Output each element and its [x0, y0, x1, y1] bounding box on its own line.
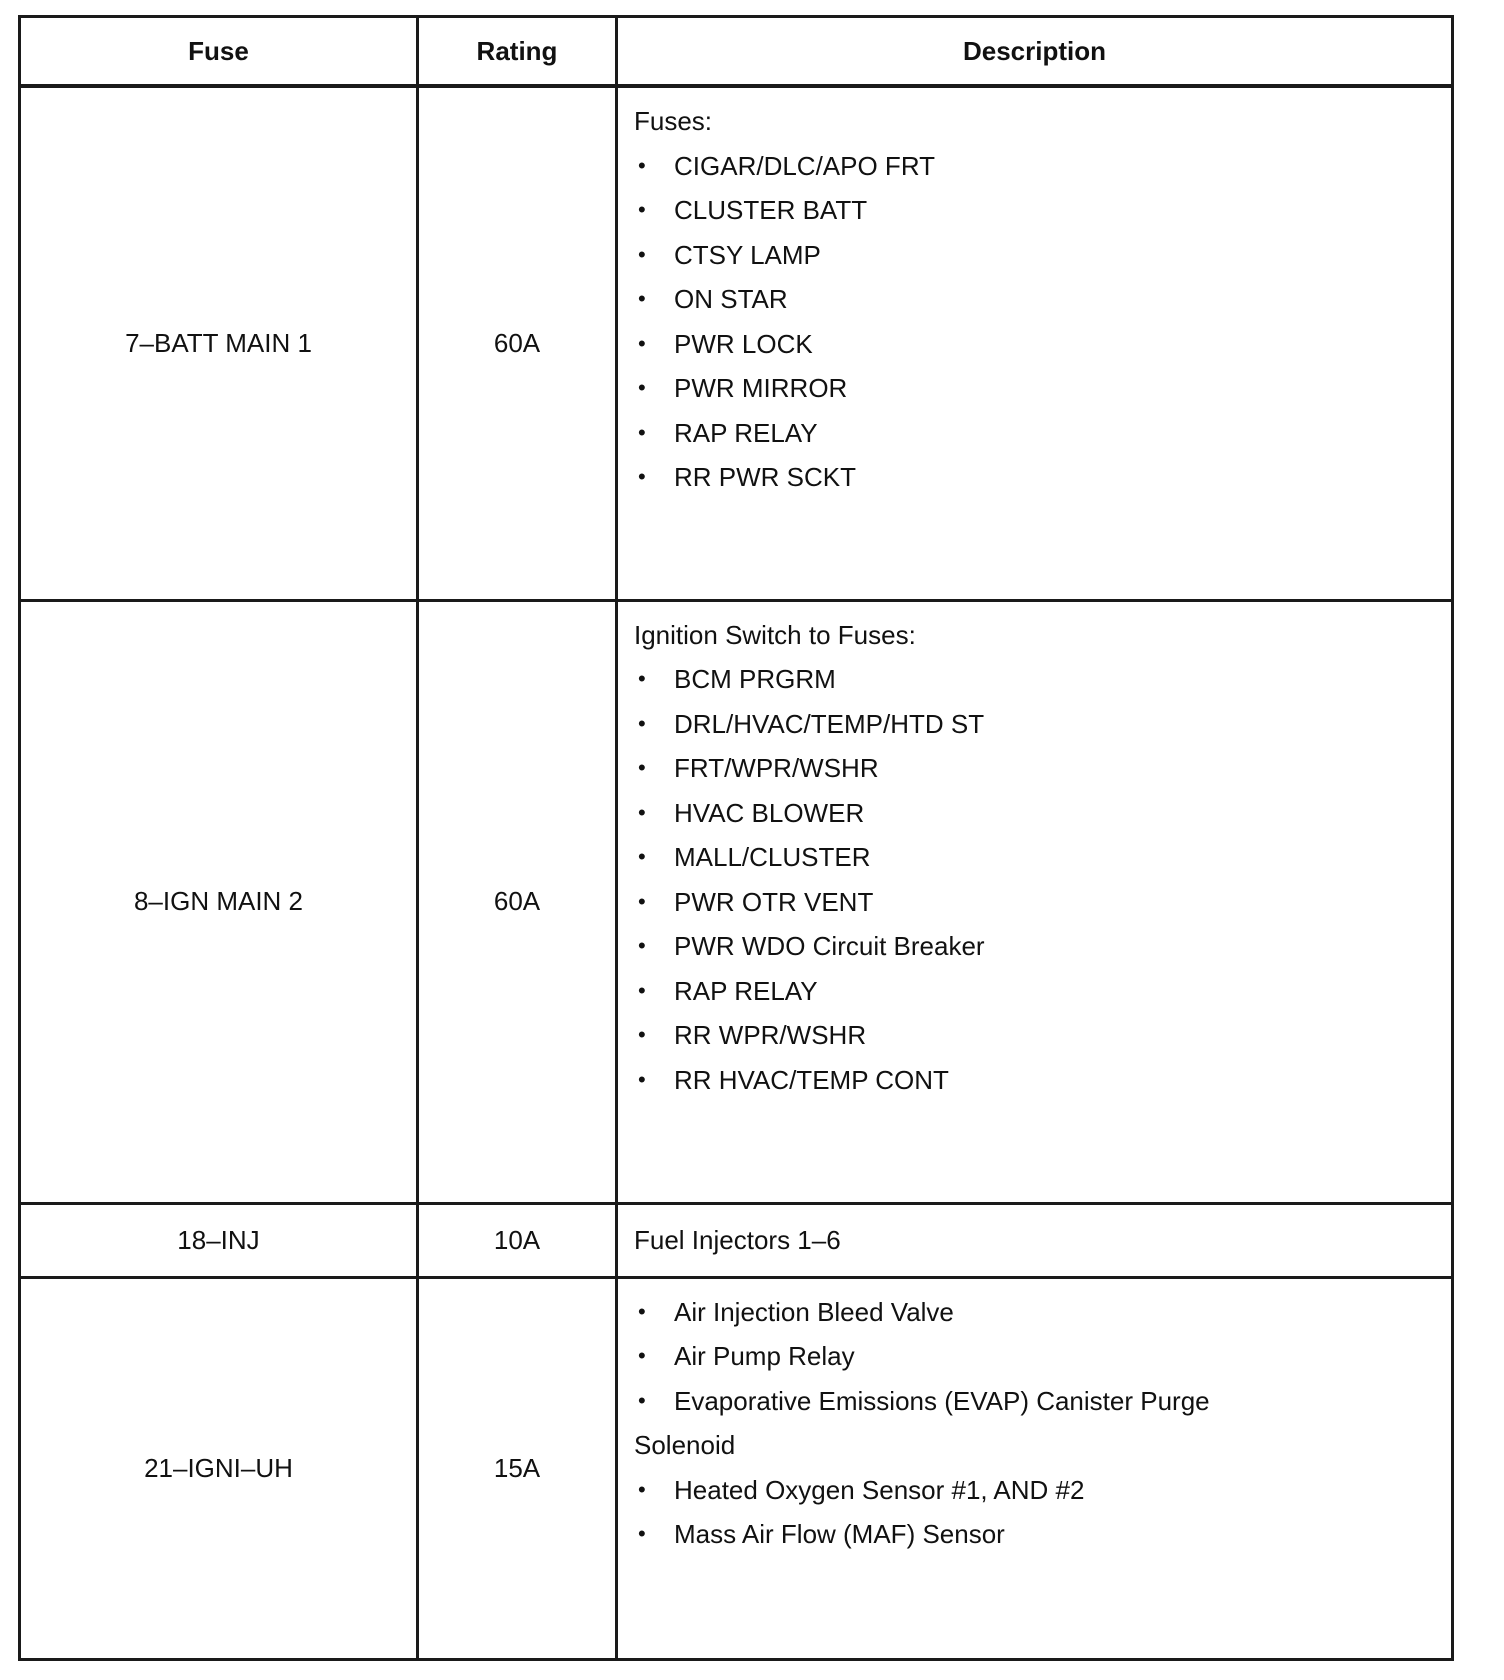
bullet-icon: • — [638, 977, 646, 1003]
fuse-cell: 7–BATT MAIN 1 — [20, 86, 418, 600]
description-line-text: PWR OTR VENT — [674, 886, 874, 917]
rating-cell: 15A — [418, 1277, 617, 1659]
description-text — [634, 1225, 1435, 1255]
description-text — [634, 106, 1435, 151]
bullet-icon: • — [638, 933, 646, 958]
bullet-item — [634, 664, 1435, 709]
description-cell — [617, 86, 1453, 600]
description-line-text: RAP RELAY — [674, 975, 818, 1006]
column-header-description: Description — [617, 17, 1453, 87]
table-row — [20, 1203, 1453, 1277]
bullet-item — [634, 976, 1435, 1021]
bullet-item — [634, 709, 1435, 754]
rating-cell: 60A — [418, 86, 617, 600]
bullet-icon: • — [638, 1387, 646, 1413]
description-line-text: HVAC BLOWER — [674, 797, 865, 828]
bullet-icon: • — [638, 197, 646, 222]
table-row — [20, 86, 1453, 600]
bullet-icon: • — [638, 710, 646, 736]
column-header-fuse: Fuse — [20, 17, 418, 87]
column-header-rating: Rating — [418, 17, 617, 87]
bullet-item — [634, 1341, 1435, 1386]
description-line-text: RR HVAC/TEMP CONT — [674, 1064, 949, 1095]
bullet-item — [634, 842, 1435, 887]
bullet-icon: • — [638, 755, 646, 780]
bullet-item — [634, 1519, 1435, 1564]
bullet-icon: • — [638, 888, 646, 914]
fuse-cell: 21–IGNI–UH — [20, 1277, 418, 1659]
bullet-item — [634, 753, 1435, 798]
bullet-icon: • — [638, 375, 646, 400]
description-text — [634, 1430, 1435, 1475]
fuse-cell: 18–INJ — [20, 1203, 418, 1277]
description-line-text: RR WPR/WSHR — [674, 1020, 867, 1050]
bullet-item — [634, 329, 1435, 374]
description-line-text: DRL/HVAC/TEMP/HTD ST — [674, 708, 985, 739]
bullet-item — [634, 1065, 1435, 1110]
bullet-item — [634, 284, 1435, 329]
bullet-item — [634, 373, 1435, 418]
fuse-cell: 8–IGN MAIN 2 — [20, 600, 418, 1203]
bullet-item — [634, 1386, 1435, 1431]
table-row — [20, 1277, 1453, 1659]
bullet-icon: • — [638, 286, 646, 311]
bullet-icon: • — [638, 1521, 646, 1546]
description-line-text: Heated Oxygen Sensor #1, AND #2 — [674, 1474, 1085, 1505]
bullet-icon: • — [638, 844, 646, 869]
bullet-icon: • — [638, 1298, 646, 1324]
description-line-text: FRT/WPR/WSHR — [674, 753, 879, 783]
bullet-item — [634, 418, 1435, 463]
description-line-text: Fuel Injectors 1–6 — [634, 1225, 841, 1255]
description-line-text: Solenoid — [634, 1430, 736, 1460]
bullet-icon: • — [638, 1476, 646, 1502]
bullet-item — [634, 931, 1435, 976]
fuse-table — [18, 15, 1454, 1661]
bullet-icon: • — [638, 419, 646, 445]
table-row — [20, 600, 1453, 1203]
description-cell — [617, 1277, 1453, 1659]
bullet-icon: • — [638, 464, 646, 489]
description-line-text: Air Injection Bleed Valve — [674, 1296, 954, 1327]
bullet-item — [634, 887, 1435, 932]
bullet-item — [634, 1475, 1435, 1520]
rating-cell: 10A — [418, 1203, 617, 1277]
description-line-text: PWR WDO Circuit Breaker — [674, 931, 985, 961]
description-line-text: CLUSTER BATT — [674, 195, 868, 225]
bullet-item — [634, 1297, 1435, 1342]
description-line-text: RR PWR SCKT — [674, 462, 856, 492]
bullet-icon: • — [638, 330, 646, 356]
description-line-text: Ignition Switch to Fuses: — [634, 619, 916, 650]
description-line-text: MALL/CLUSTER — [674, 842, 871, 872]
description-text — [634, 620, 1435, 665]
bullet-item — [634, 798, 1435, 843]
bullet-item — [634, 151, 1435, 196]
bullet-icon: • — [638, 666, 646, 691]
description-line-text: Fuses: — [634, 106, 713, 136]
description-line-text: CTSY LAMP — [674, 239, 821, 270]
bullet-icon: • — [638, 241, 646, 267]
bullet-icon: • — [638, 799, 646, 825]
description-line-text: PWR LOCK — [674, 328, 813, 359]
description-line-text: ON STAR — [674, 284, 788, 314]
bullet-item — [634, 240, 1435, 285]
table-header-row — [20, 17, 1453, 87]
bullet-icon: • — [638, 152, 646, 178]
description-line-text: Mass Air Flow (MAF) Sensor — [674, 1519, 1005, 1549]
description-line-text: BCM PRGRM — [674, 664, 836, 694]
description-line-text: RAP RELAY — [674, 417, 818, 448]
bullet-item — [634, 462, 1435, 507]
bullet-icon: • — [638, 1343, 646, 1368]
description-line-text: CIGAR/DLC/APO FRT — [674, 150, 936, 181]
bullet-item — [634, 195, 1435, 240]
description-cell — [617, 600, 1453, 1203]
bullet-item — [634, 1020, 1435, 1065]
description-line-text: Air Pump Relay — [674, 1341, 855, 1371]
bullet-icon: • — [638, 1022, 646, 1047]
bullet-icon: • — [638, 1066, 646, 1092]
description-line-text: PWR MIRROR — [674, 373, 848, 403]
rating-cell: 60A — [418, 600, 617, 1203]
description-cell — [617, 1203, 1453, 1277]
description-line-text: Evaporative Emissions (EVAP) Canister Purge — [674, 1385, 1210, 1416]
